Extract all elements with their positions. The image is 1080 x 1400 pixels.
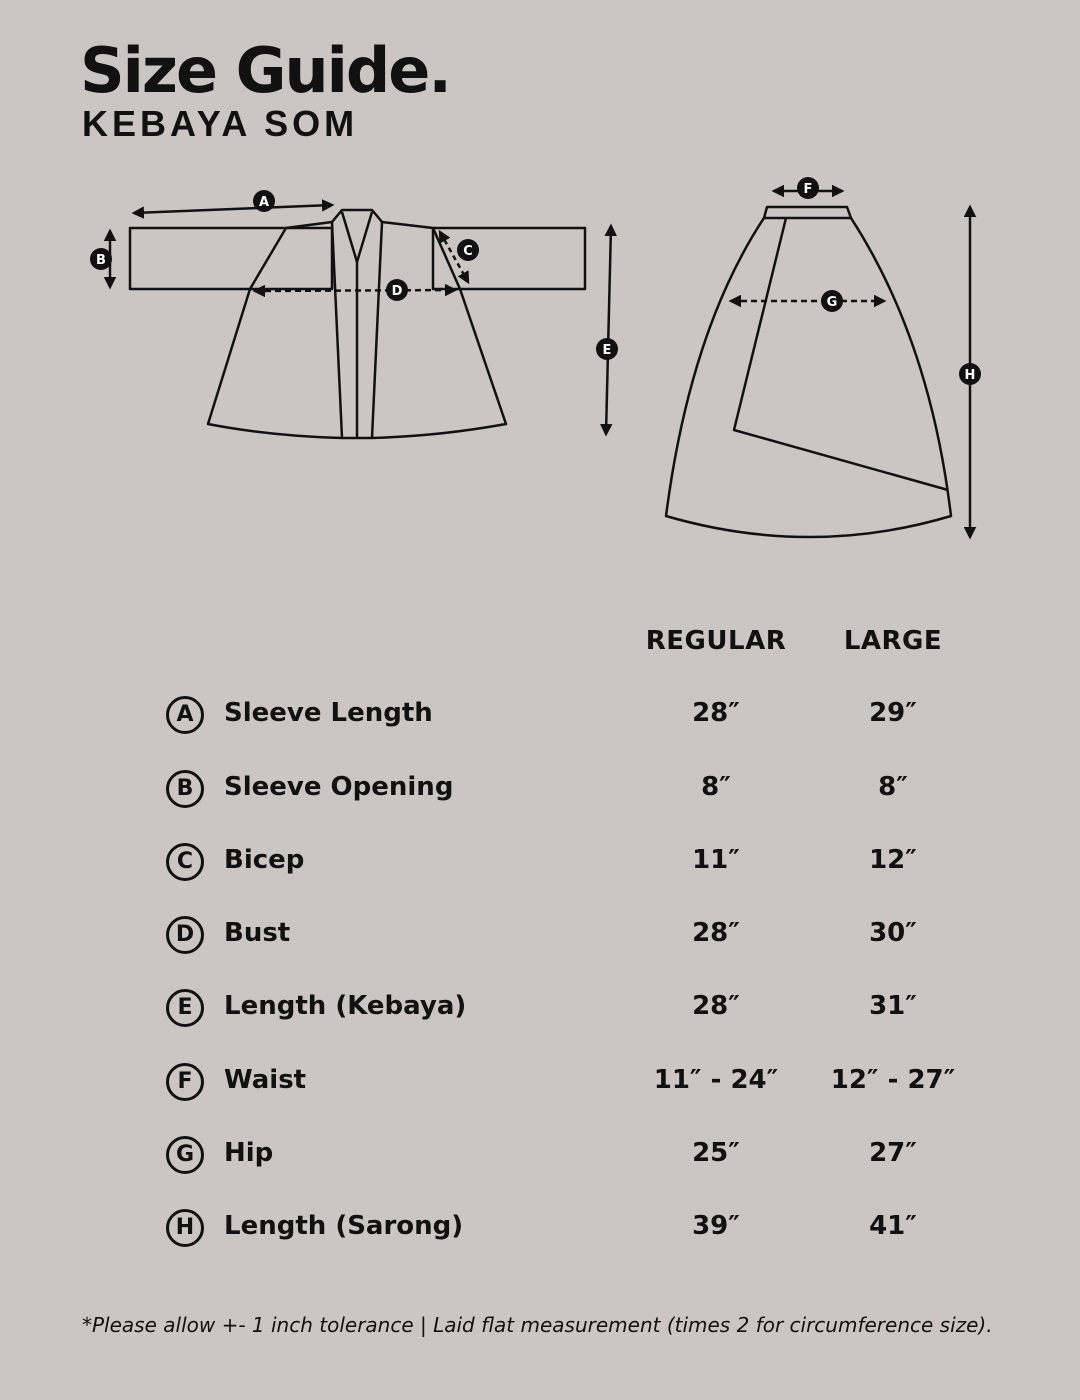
row-badge: B (166, 770, 204, 808)
row-large: 12″ - 27″ (830, 1065, 956, 1095)
row-badge: E (166, 989, 204, 1027)
row-label: Bicep (224, 845, 305, 875)
row-regular: 11″ (692, 845, 740, 875)
row-large: 41″ (869, 1211, 917, 1241)
row-label: Sleeve Length (224, 698, 433, 728)
table-row (0, 1061, 1080, 1105)
arrow-a (134, 205, 332, 213)
marker-b: B (96, 253, 106, 268)
row-badge: A (166, 696, 204, 734)
arrow-e (606, 226, 611, 434)
table-row (0, 768, 1080, 812)
row-badge: C (166, 843, 204, 881)
marker-e: E (602, 343, 612, 358)
arrow-d (255, 290, 455, 291)
sarong-outline (666, 207, 951, 537)
garment-diagram (0, 0, 1080, 560)
row-regular: 8″ (701, 772, 731, 802)
row-badge: H (166, 1209, 204, 1247)
row-regular: 11″ - 24″ (653, 1065, 779, 1095)
tolerance-note: *Please allow +- 1 inch tolerance | Laid flat measurement (times 2 for circumference size). (82, 1313, 993, 1337)
row-label: Length (Sarong) (224, 1211, 464, 1241)
marker-f: F (803, 182, 813, 197)
marker-d: D (391, 284, 403, 299)
row-large: 30″ (869, 918, 917, 948)
row-regular: 39″ (692, 1211, 740, 1241)
row-regular: 25″ (692, 1138, 740, 1168)
column-header-large: LARGE (843, 626, 943, 656)
row-badge: D (166, 916, 204, 954)
marker-c: C (463, 244, 473, 259)
row-label: Sleeve Opening (224, 772, 454, 802)
table-row (0, 914, 1080, 958)
row-label: Bust (224, 918, 291, 948)
row-label: Length (Kebaya) (224, 991, 467, 1021)
marker-a: A (258, 195, 270, 210)
row-regular: 28″ (692, 698, 740, 728)
table-row (0, 1134, 1080, 1178)
page-title: Size Guide. (80, 34, 450, 107)
marker-h: H (964, 368, 976, 383)
row-badge: F (166, 1063, 204, 1101)
column-header-regular: REGULAR (645, 626, 787, 656)
row-label: Waist (224, 1065, 307, 1095)
row-large: 27″ (869, 1138, 917, 1168)
table-row (0, 841, 1080, 885)
row-badge: G (166, 1136, 204, 1174)
kebaya-outline (130, 210, 585, 438)
row-large: 29″ (869, 698, 917, 728)
table-row (0, 987, 1080, 1031)
row-large: 12″ (869, 845, 917, 875)
product-name: KEBAYA SOM (82, 103, 359, 144)
row-large: 8″ (878, 772, 908, 802)
row-label: Hip (224, 1138, 274, 1168)
row-regular: 28″ (692, 991, 740, 1021)
row-large: 31″ (869, 991, 917, 1021)
marker-g: G (826, 295, 838, 310)
row-regular: 28″ (692, 918, 740, 948)
table-row (0, 694, 1080, 738)
table-row (0, 1207, 1080, 1251)
measurement-arrows (110, 191, 970, 537)
